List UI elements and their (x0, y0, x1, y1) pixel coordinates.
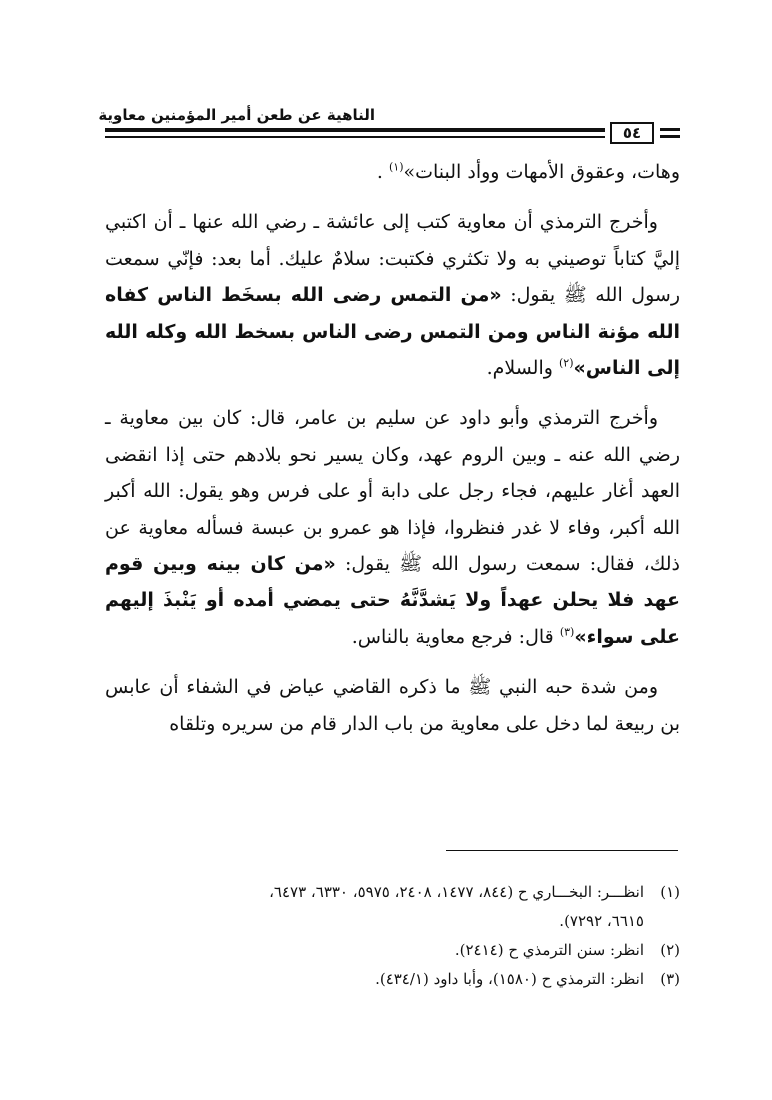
footnote-3 (105, 965, 680, 994)
footnote-number: (١) (660, 883, 680, 901)
footnote-1-continued (105, 907, 680, 936)
footnote-text: انظر: الترمذي ح (١٥٨٠)، وأبا داود (٤٣٤/١). (375, 970, 644, 988)
footnote-separator (446, 850, 678, 851)
hadith-quote: «من كان بينه وبين قوم عهد فلا يحلن عهداً ولا يَشدَّنَّهُ حتى يمضي أمده أو يَنْبذَ إليهم على سواء» (105, 553, 680, 648)
paragraph-text: . (376, 161, 389, 183)
body-text (105, 154, 680, 742)
footnotes (105, 878, 680, 994)
paragraph-text: وأخرج الترمذي وأبو داود عن سليم بن عامر، قال: كان بين معاوية ـ رضي الله عنه ـ وبين الروم عهد، وكان يسير نحو بلادهم حتى إذا انقضى العهد أغار عليهم، فجاء رجل على دابة أو على فرس وهو يقول: الله أكبر الله أكبر، وفاء لا غدر فنظروا، فإذا هو عمرو بن عبسة فسأله معاوية عن ذلك، فقال: سمعت رسول الله ﷺ يقول: (105, 407, 680, 576)
footnote-marker: (٢) (558, 356, 574, 370)
hadith-quote: «من التمس رضى الله بسخَط الناس كفاه الله مؤنة الناس ومن التمس رضى الناس بسخط الله وكله الله إلى الناس» (105, 284, 680, 380)
footnote-text: انظـــر: البخـــاري ح (٨٤٤، ١٤٧٧، ٢٤٠٨، ٥٩٧٥، ٦٣٣٠، ٦٤٧٣، (269, 883, 644, 901)
paragraph-text: وهات، وعقوق الأمهات ووأد البنات» (403, 161, 680, 183)
footnote-text: انظر: سنن الترمذي ح (٢٤١٤). (454, 941, 644, 959)
paragraph-text: ومن شدة حبه النبي ﷺ ما ذكره القاضي عياض في الشفاء أن عابس بن ربيعة لما دخل على معاوية من باب الدار قام من سريره وتلقاه (105, 676, 680, 735)
footnote-2 (105, 936, 680, 965)
page-number-ornament (660, 135, 680, 138)
footnote-marker: (١) (388, 160, 404, 174)
footnote-number: (٢) (660, 941, 680, 959)
paragraph-text: والسلام. (486, 357, 559, 380)
footnote-marker: (٣) (559, 625, 575, 639)
footnote-1 (105, 878, 680, 907)
paragraph-1 (105, 154, 680, 190)
paragraph-3 (105, 400, 680, 655)
paragraph-2 (105, 204, 680, 386)
paragraph-4 (105, 669, 680, 742)
running-header-title: الناهية عن طعن أمير المؤمنين معاوية (98, 106, 375, 124)
header-rule-thin (105, 136, 605, 138)
page-number: ٥٤ (610, 122, 654, 144)
footnote-number: (٣) (660, 970, 680, 988)
header-rule-thick (105, 128, 605, 132)
page-number-ornament (660, 128, 680, 131)
paragraph-text: وأخرج الترمذي أن معاوية كتب إلى عائشة ـ رضي الله عنها ـ أن اكتبي إليَّ كتاباً توصيني به ولا تكثري فكتبت: سلامٌ عليك. أما بعد: فإنّي سمعت رسول الله ﷺ يقول: (105, 211, 681, 307)
paragraph-text: قال: فرجع معاوية بالناس. (351, 625, 560, 648)
footnote-text: ٦٦١٥، ٧٢٩٢). (559, 912, 644, 930)
